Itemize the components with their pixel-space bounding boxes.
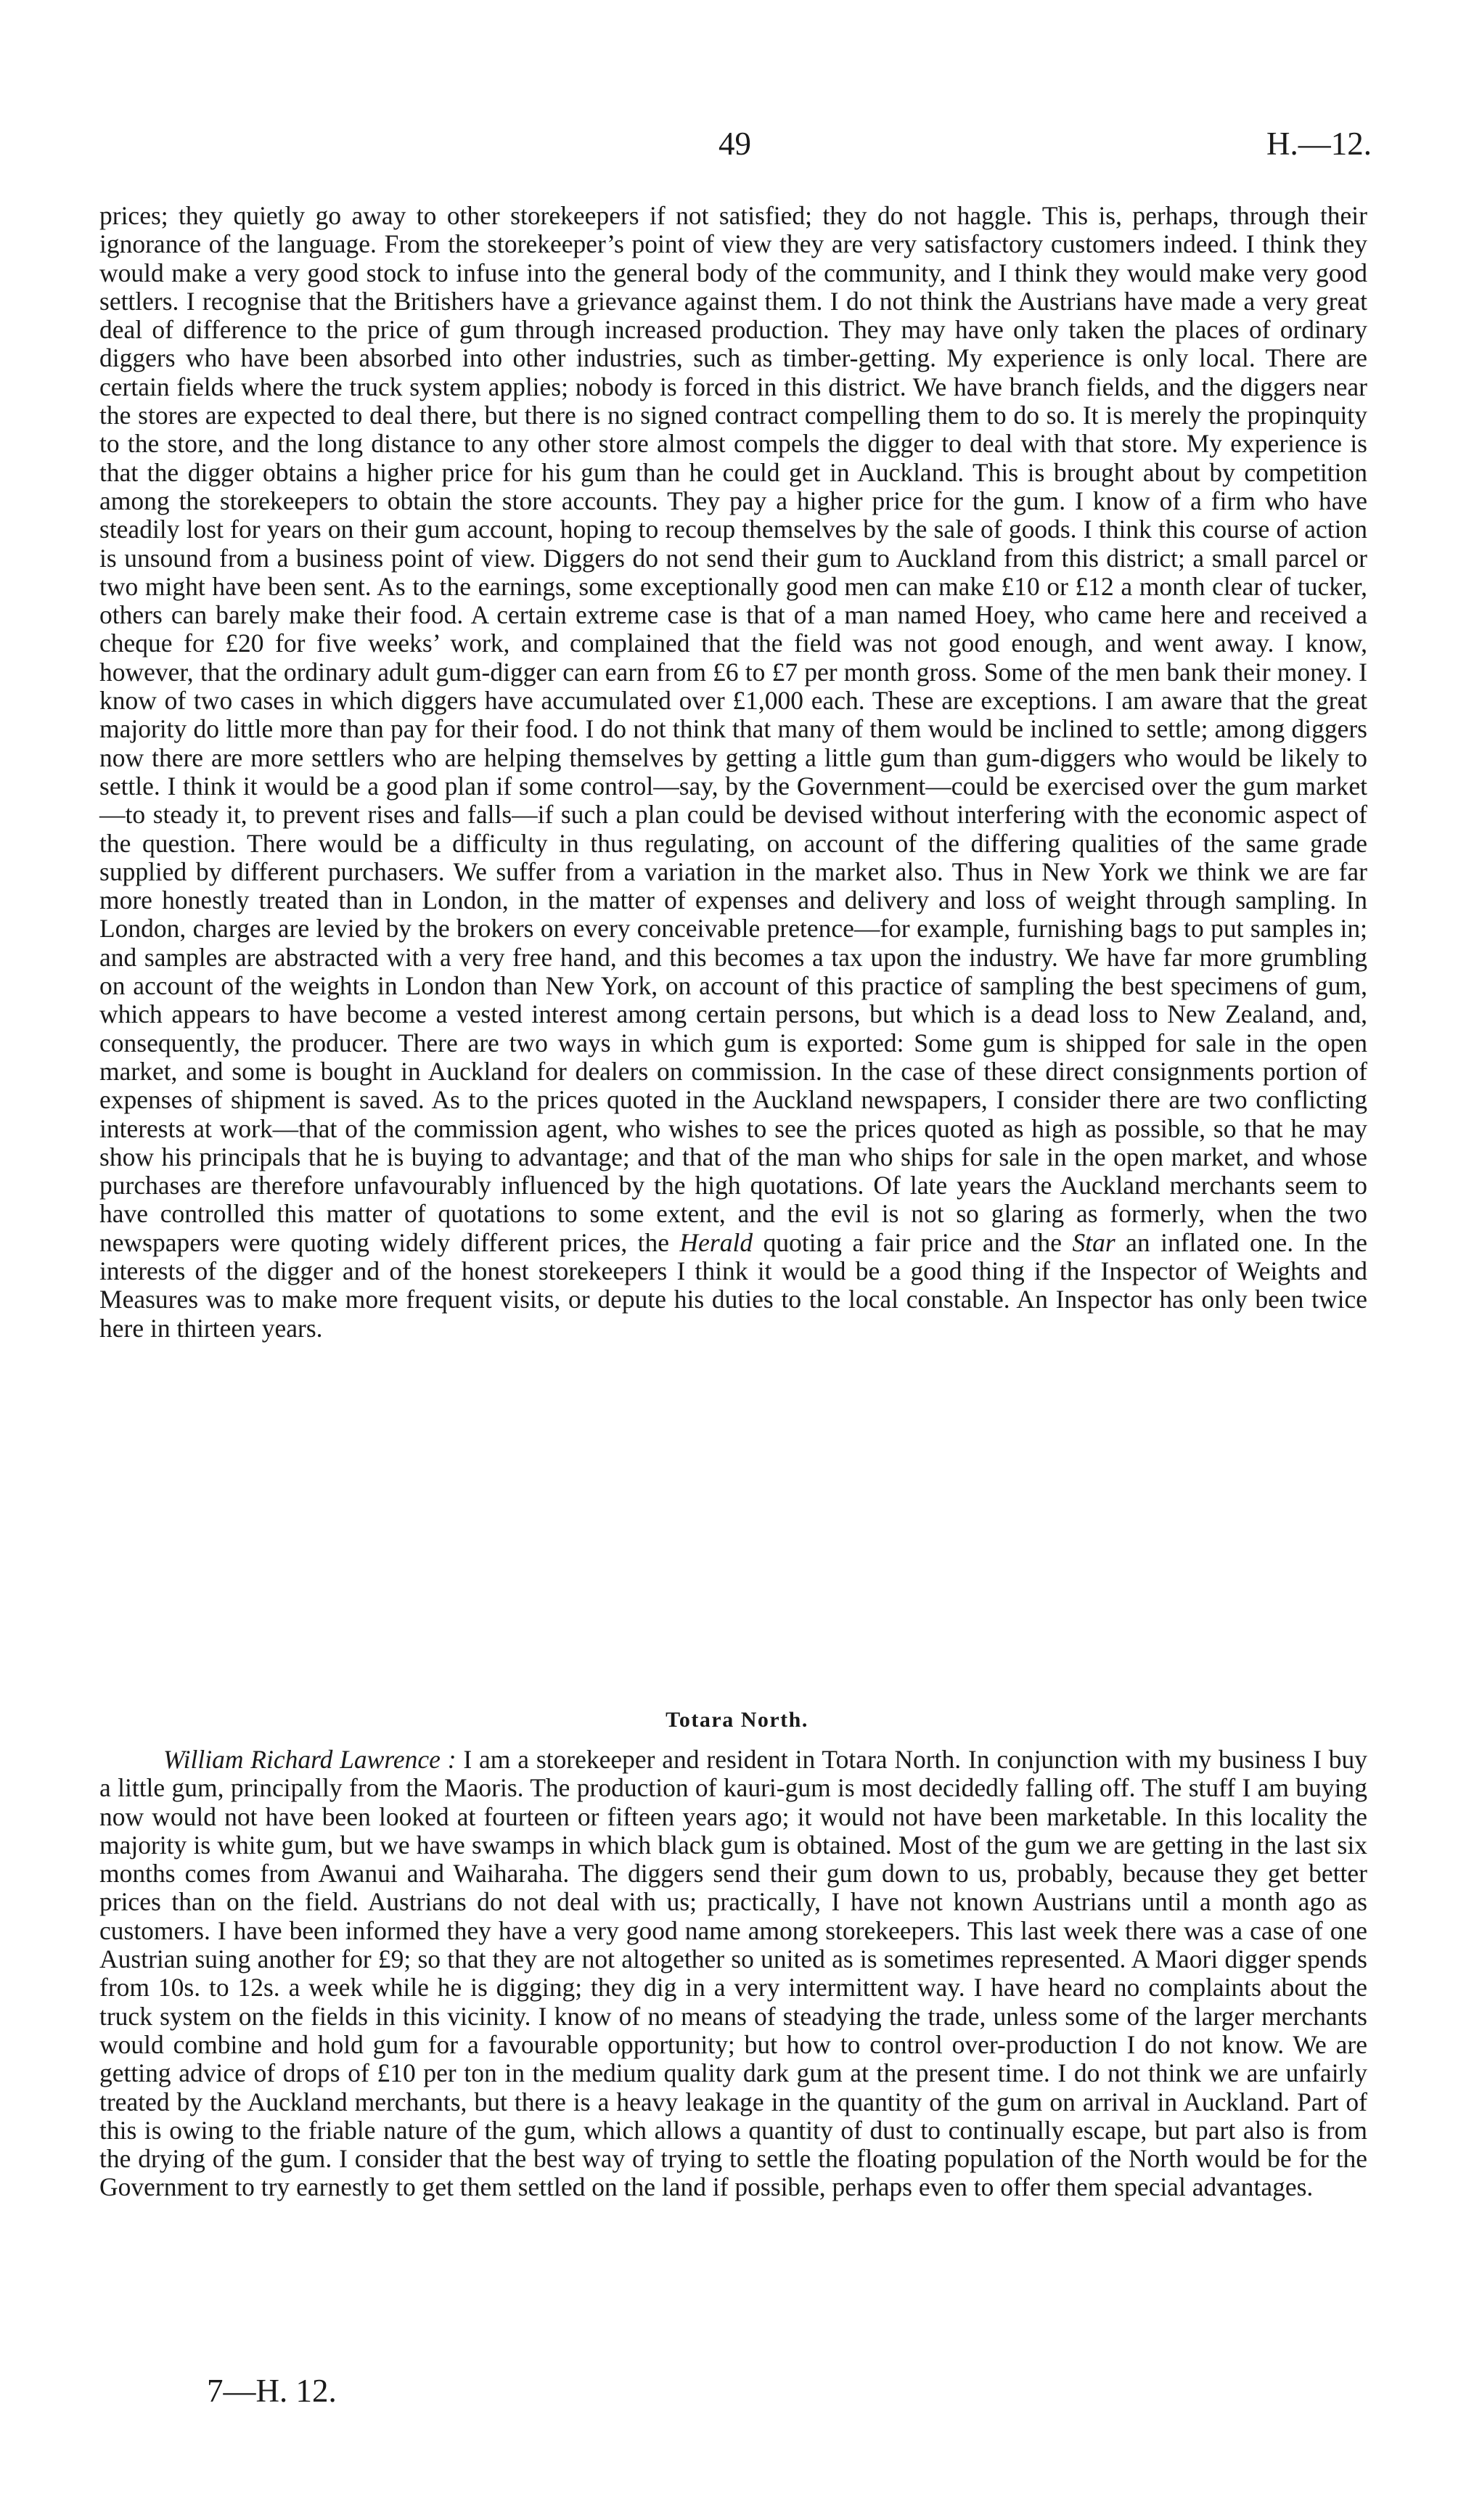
document-reference: H.—12. — [1266, 126, 1372, 162]
newspaper-herald: Herald — [679, 1227, 753, 1257]
testimony-paragraph — [99, 1746, 1367, 2202]
evidence-text-part-3: an inflated one. In the interests of the digger and of the honest storekeepers I think it would be a good thing if the Inspector of Weights and Measures was to make more frequent visits, or depute his duties to the local constable. An Inspector has only been twice here in thirteen years. — [99, 1227, 1368, 1343]
testimony-text: I am a storekeeper and resident in Totara North. In conjunction with my business I buy a little gum, principally from the Maoris. The production of kauri-gum is most decidedly falling off. The stuff I am buying now would not have been looked at fourteen or fifteen years ago; it would not have been marketable. In this locality the majority is white gum, but we have swamps in which black gum is obtained. Most of the gum we are getting in the last six months comes from Awanui and Waiharaha. The diggers send their gum down to us, probably, because they get better prices than on the field. Austrians do not deal with us; practically, I have not known Austrians until a month ago as customers. I have been informed they have a very good name among storekeepers. This last week there was a case of one Austrian suing another for £9; so that they are not altogether so united as is sometimes represented. A Maori digger spends from 10s. to 12s. a week while he is digging; they dig in a very intermittent way. I have heard no complaints about the truck system on the fields in this vicinity. I know of no means of steadying the trade, unless some of the larger merchants would combine and hold gum for a favourable opportunity; but how to control over-production I do not know. We are getting advice of drops of £10 per ton in the medium quality dark gum at the present time. I do not think we are unfairly treated by the Auckland merchants, but there is a heavy leakage in the quantity of the gum on arrival in Auckland. Part of this is owing to the friable nature of the gum, which allows a quantity of dust to continually escape, but part also is from the drying of the gum. I consider that the best way of trying to settle the floating population of the North would be for the Government to try earnestly to get them settled on the land if possible, perhaps even to offer them special advantages. — [99, 1745, 1368, 2202]
evidence-paragraph — [99, 202, 1367, 1343]
page-header — [0, 125, 1474, 168]
newspaper-star: Star — [1072, 1227, 1115, 1257]
printer-signature: 7—H. 12. — [207, 2373, 337, 2409]
witness-name: William Richard Lawrence : — [163, 1745, 456, 1774]
page-number: 49 — [718, 126, 751, 162]
evidence-text-part-2: quoting a fair price and the — [763, 1227, 1062, 1257]
section-heading-totara-north: Totara North. — [666, 1708, 808, 1732]
evidence-text-part-1: prices; they quietly go away to other storekeepers if not satisfied; they do not haggle. This is, perhaps, through their ignorance of the language. From the storekeeper’s point of view they are very satisfactory customers indeed. I think they would make a very good stock to infuse into the general body of the community, and I think they would make very good settlers. I recognise that the Britishers have a grievance against them. I do not think the Austrians have made a very great deal of difference to the price of gum through increased production. They may have only taken the places of ordinary diggers who have been absorbed into other industries, such as timber-getting. My experience is only local. There are certain fields where the truck system applies; nobody is forced in this district. We have branch fields, and the diggers near the stores are expected to deal there, but there is no signed contract compelling them to do so. It is merely the propinquity to the store, and the long distance to any other store almost compels the digger to deal with that store. My experience is that the digger obtains a higher price for his gum than he could get in Auckland. This is brought about by competition among the storekeepers to obtain the store accounts. They pay a higher price for the gum. I know of a firm who have steadily lost for years on their gum account, hoping to recoup themselves by the sale of goods. I think this course of action is unsound from a business point of view. Diggers do not send their gum to Auckland from this district; a small parcel or two might have been sent. As to the earnings, some exceptionally good men can make £10 or £12 a month clear of tucker, others can barely make their food. A certain extreme case is that of a man named Hoey, who came here and received a cheque for £20 for five weeks’ work, and complained that the field was not good enough, and went away. I know, however, that the ordinary adult gum-digger can earn from £6 to £7 per month gross. Some of the men bank their money. I know of two cases in which diggers have accumulated over £1,000 each. These are exceptions. I am aware that the great majority do little more than pay for their food. I do not think that many of them would be inclined to settle; among diggers now there are more settlers who are helping themselves by getting a little gum than gum-diggers who would be likely to settle. I think it would be a good plan if some control—say, by the Government—could be exercised over the gum market—to steady it, to prevent rises and falls—if such a plan could be devised without interfering with the economic aspect of the question. There would be a difficulty in thus regulating, on account of the differing qualities of the same grade supplied by different purchasers. We suffer from a variation in the market also. Thus in New York we think we are far more honestly treated than in London, in the matter of expenses and delivery and loss of weight through sampling. In London, charges are levied by the brokers on every conceivable pretence—for example, furnishing bags to put samples in; and samples are abstracted with a very free hand, and this becomes a tax upon the industry. We have far more grumbling on account of the weights in London than New York, on account of this practice of sampling the best specimens of gum, which appears to have become a vested interest among certain persons, but which is a dead loss to New Zealand, and, consequently, the producer. There are two ways in which gum is exported: Some gum is shipped for sale in the open market, and some is bought in Auckland for dealers on commission. In the case of these direct consignments portion of expenses of shipment is saved. As to the prices quoted in the Auckland newspapers, I consider there are two conflicting interests at work—that of the commission agent, who wishes to see the prices quoted as high as possible, so that he may show his principals that he is buying to advantage; and that of the man who ships for sale in the open market, and whose purchases are therefore unfavourably influenced by the high quotations. Of late years the Auckland merchants seem to have controlled this matter of quotations to some extent, and the evil is not so glaring as formerly, when the two newspapers were quoting widely different prices, the — [99, 201, 1367, 1257]
